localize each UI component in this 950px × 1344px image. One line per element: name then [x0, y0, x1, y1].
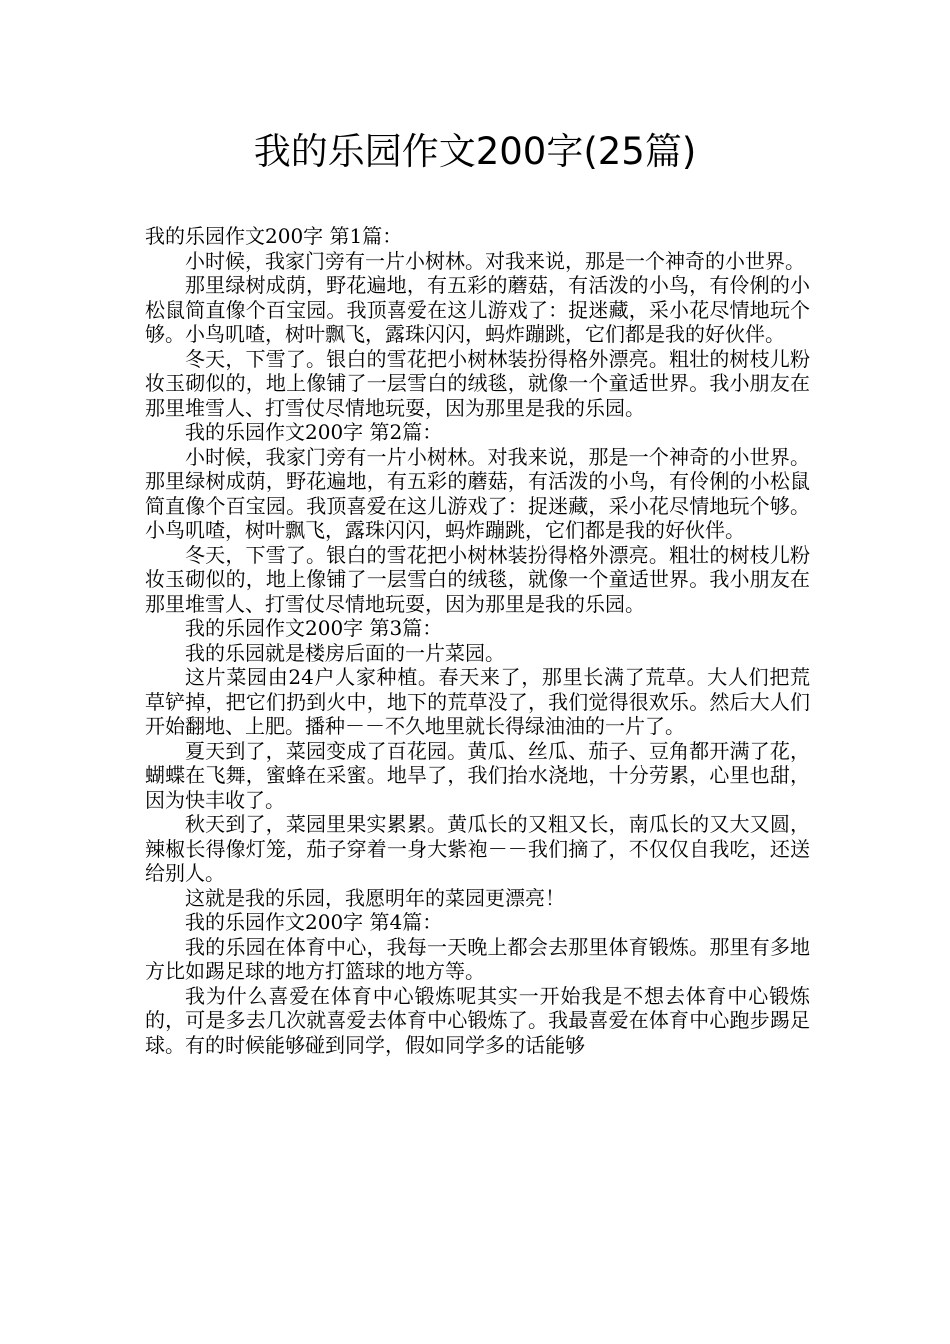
paragraph: 我为什么喜爱在体育中心锻炼呢其实一开始我是不想去体育中心锻炼的，可是多去几次就喜爱去体育中心锻炼了。我最喜爱在体育中心跑步踢足球。有的时候能够碰到同学，假如同学多的话能够	[145, 983, 810, 1057]
paragraph: 冬天，下雪了。银白的雪花把小树林装扮得格外漂亮。粗壮的树枝儿粉妆玉砌似的，地上像铺了一层雪白的绒毯，就像一个童适世界。我小朋友在那里堆雪人、打雪仗尽情地玩耍，因为那里是我的乐园。	[145, 346, 810, 420]
paragraph: 冬天，下雪了。银白的雪花把小树林装扮得格外漂亮。粗壮的树枝儿粉妆玉砌似的，地上像铺了一层雪白的绒毯，就像一个童适世界。我小朋友在那里堆雪人、打雪仗尽情地玩耍，因为那里是我的乐园。	[145, 542, 810, 616]
section-heading: 我的乐园作文200字 第4篇：	[185, 910, 443, 934]
document-body	[145, 224, 810, 1057]
paragraph: 这就是我的乐园，我愿明年的菜园更漂亮！	[185, 885, 565, 910]
paragraph: 夏天到了，菜园变成了百花园。黄瓜、丝瓜、茄子、豆角都开满了花，蝴蝶在飞舞，蜜蜂在采蜜。地旱了，我们抬水浇地，十分劳累，心里也甜，因为快丰收了。	[145, 738, 810, 812]
paragraph: 这片菜园由24户人家种植。春天来了，那里长满了荒草。大人们把荒草铲掉，把它们扔到火中，地下的荒草没了，我们觉得很欢乐。然后大人们开始翻地、上肥。播种－－不久地里就长得绿油油的一片了。	[145, 665, 810, 738]
paragraph: 我的乐园就是楼房后面的一片菜园。	[185, 640, 505, 665]
paragraph: 小时候，我家门旁有一片小树林。对我来说，那是一个神奇的小世界。那里绿树成荫，野花遍地，有五彩的蘑菇，有活泼的小鸟，有伶俐的小松鼠简直像个百宝园。我顶喜爱在这儿游戏了：捉迷藏，采小花尽情地玩个够。小鸟叽喳，树叶飘飞，露珠闪闪，蚂炸蹦跳，它们都是我的好伙伴。	[145, 444, 810, 542]
paragraph: 那里绿树成荫，野花遍地，有五彩的蘑菇，有活泼的小鸟，有伶俐的小松鼠简直像个百宝园。我顶喜爱在这儿游戏了：捉迷藏，采小花尽情地玩个够。小鸟叽喳，树叶飘飞，露珠闪闪，蚂炸蹦跳，它们都是我的好伙伴。	[145, 273, 810, 346]
section-heading: 我的乐园作文200字 第1篇：	[145, 224, 403, 248]
page-title: 我的乐园作文200字(25篇)	[253, 130, 697, 173]
paragraph: 秋天到了，菜园里果实累累。黄瓜长的又粗又长，南瓜长的又大又圆，辣椒长得像灯笼，茄子穿着一身大紫袍－－我们摘了，不仅仅自我吃，还送给别人。	[145, 812, 810, 885]
paragraph: 小时候，我家门旁有一片小树林。对我来说，那是一个神奇的小世界。	[185, 248, 805, 273]
paragraph: 我的乐园在体育中心，我每一天晚上都会去那里体育锻炼。那里有多地方比如踢足球的地方打篮球的地方等。	[145, 934, 810, 983]
section-heading: 我的乐园作文200字 第3篇：	[185, 616, 443, 640]
section-heading: 我的乐园作文200字 第2篇：	[185, 420, 443, 444]
